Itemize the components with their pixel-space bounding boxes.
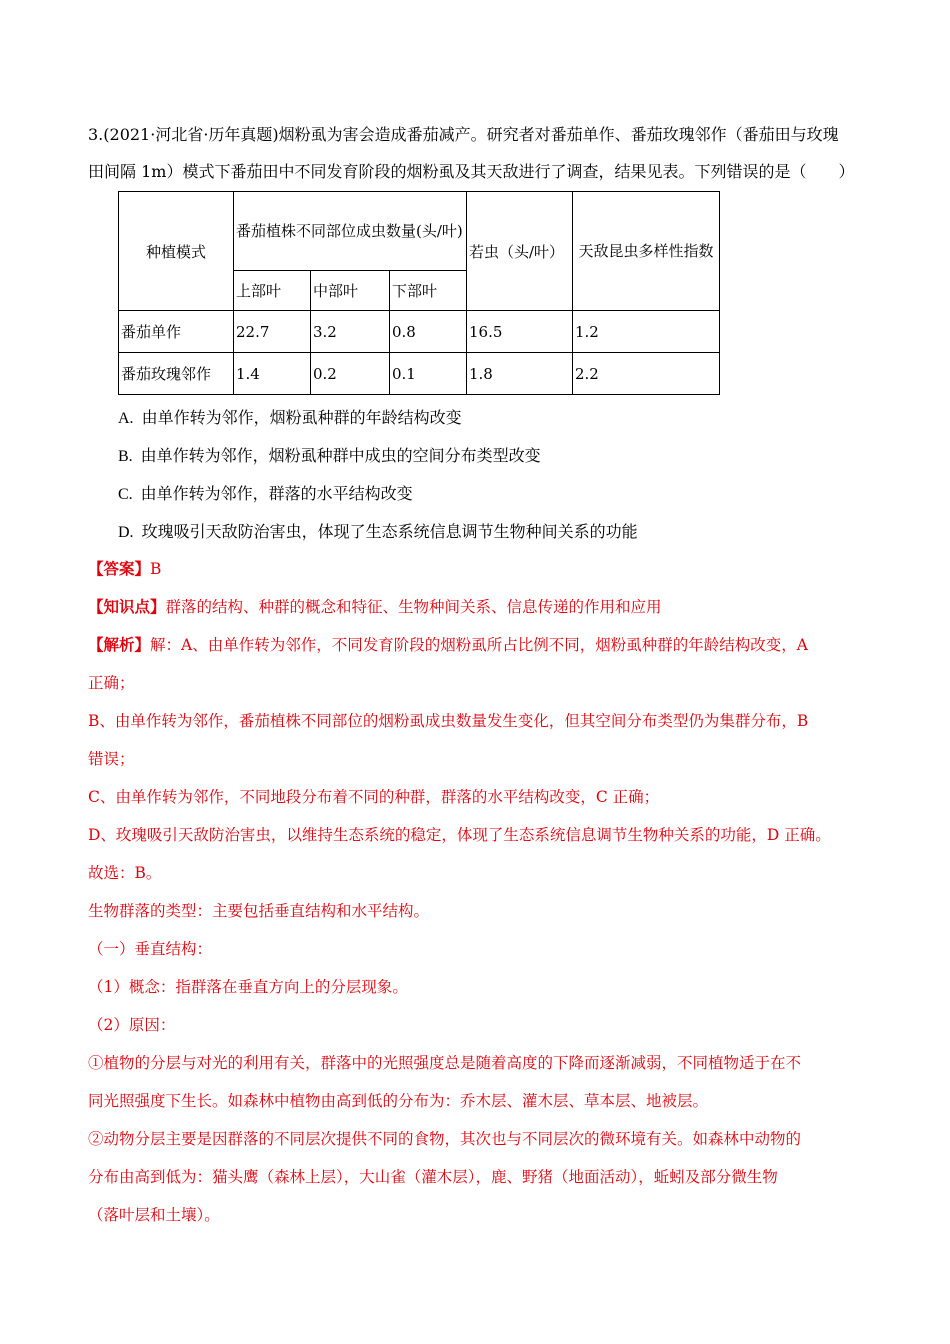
table-header-upper: 上部叶 — [234, 271, 311, 311]
table-header-adult: 番茄植株不同部位成虫数量(头/叶) — [234, 192, 467, 271]
answer-line — [88, 557, 161, 579]
option-letter: D. — [118, 524, 134, 541]
knowledge-label: 【知识点】 — [88, 597, 166, 616]
analysis-line: D、玫瑰吸引天敌防治害虫，以维持生态系统的稳定，体现了生态系统信息调节生物种关系的功能，D 正确。 — [88, 826, 831, 844]
table-cell-mode: 番茄单作 — [119, 311, 234, 353]
table-cell-diversity: 1.2 — [573, 311, 720, 353]
table-header-diversity: 天敌昆虫多样性指数 — [573, 192, 720, 311]
analysis-line: B、由单作转为邻作，番茄植株不同部位的烟粉虱成虫数量发生变化，但其空间分布类型仍为集群分布，B — [88, 712, 809, 730]
table-cell-mode: 番茄玫瑰邻作 — [119, 353, 234, 395]
option-d — [118, 519, 638, 542]
analysis-line: （一）垂直结构： — [88, 940, 213, 958]
option-letter: B. — [118, 448, 133, 465]
analysis-line: 正确； — [88, 674, 135, 692]
knowledge-value: 群落的结构、种群的概念和特征、生物种间关系、信息传递的作用和应用 — [165, 598, 662, 616]
analysis-line: 分布由高到低为：猫头鹰（森林上层），大山雀（灌木层），鹿、野猪（地面活动），蚯蚓及部分微生物 — [88, 1168, 778, 1186]
analysis-line: 同光照强度下生长。如森林中植物由高到低的分布为：乔木层、灌木层、草本层、地被层。 — [88, 1092, 709, 1110]
table-header-mode: 种植模式 — [119, 192, 234, 311]
table-cell-middle: 3.2 — [311, 311, 390, 353]
analysis-line: ②动物分层主要是因群落的不同层次提供不同的食物，其次也与不同层次的微环境有关。如森林中动物的 — [88, 1130, 802, 1148]
table-cell-diversity: 2.2 — [573, 353, 720, 395]
data-table — [118, 191, 720, 395]
table-header-nymph: 若虫（头/叶） — [467, 192, 573, 311]
analysis-line: （2）原因： — [88, 1016, 176, 1034]
analysis-line — [88, 633, 808, 655]
table-cell-upper: 1.4 — [234, 353, 311, 395]
table-row — [119, 353, 720, 395]
option-b — [118, 443, 541, 466]
table-cell-upper: 22.7 — [234, 311, 311, 353]
analysis-label: 【解析】 — [88, 635, 151, 654]
option-text: 由单作转为邻作，群落的水平结构改变 — [140, 484, 413, 503]
table-cell-lower: 0.8 — [390, 311, 467, 353]
question-line-2: 田间隔 1m）模式下番茄田中不同发育阶段的烟粉虱及其天敌进行了调查，结果见表。下列错误的是（ ） — [88, 162, 855, 181]
table-cell-nymph: 16.5 — [467, 311, 573, 353]
analysis-line: 故选：B。 — [88, 864, 162, 882]
table-cell-nymph: 1.8 — [467, 353, 573, 395]
option-c — [118, 481, 413, 504]
option-text: 玫瑰吸引天敌防治害虫，体现了生态系统信息调节生物种间关系的功能 — [141, 522, 638, 541]
option-letter: C. — [118, 486, 133, 503]
answer-value: B — [150, 560, 162, 578]
answer-label: 【答案】 — [88, 559, 151, 578]
option-text: 由单作转为邻作，烟粉虱种群的年龄结构改变 — [141, 408, 462, 427]
table-header-middle: 中部叶 — [311, 271, 390, 311]
question-line-1: 3.(2021·河北省·历年真题)烟粉虱为害会造成番茄减产。研究者对番茄单作、番茄玫瑰邻作（番茄田与玫瑰 — [88, 125, 839, 144]
option-letter: A. — [118, 410, 134, 427]
analysis-line: （1）概念：指群落在垂直方向上的分层现象。 — [88, 978, 408, 996]
table-cell-lower: 0.1 — [390, 353, 467, 395]
table-cell-middle: 0.2 — [311, 353, 390, 395]
question-stem — [88, 116, 878, 190]
analysis-line: 错误； — [88, 750, 135, 768]
analysis-line: 生物群落的类型：主要包括垂直结构和水平结构。 — [88, 902, 430, 920]
table-header-lower: 下部叶 — [390, 271, 467, 311]
knowledge-line — [88, 595, 662, 617]
table-row — [119, 311, 720, 353]
analysis-text: 解：A、由单作转为邻作，不同发育阶段的烟粉虱所占比例不同，烟粉虱种群的年龄结构改变，A — [150, 636, 808, 654]
analysis-line: ①植物的分层与对光的利用有关，群落中的光照强度总是随着高度的下降而逐渐减弱，不同植物适于在不 — [88, 1054, 802, 1072]
option-text: 由单作转为邻作，烟粉虱种群中成虫的空间分布类型改变 — [140, 446, 541, 465]
option-a — [118, 405, 462, 428]
analysis-line: （落叶层和土壤）。 — [88, 1206, 220, 1224]
analysis-line: C、由单作转为邻作，不同地段分布着不同的种群，群落的水平结构改变，C 正确； — [88, 788, 660, 806]
